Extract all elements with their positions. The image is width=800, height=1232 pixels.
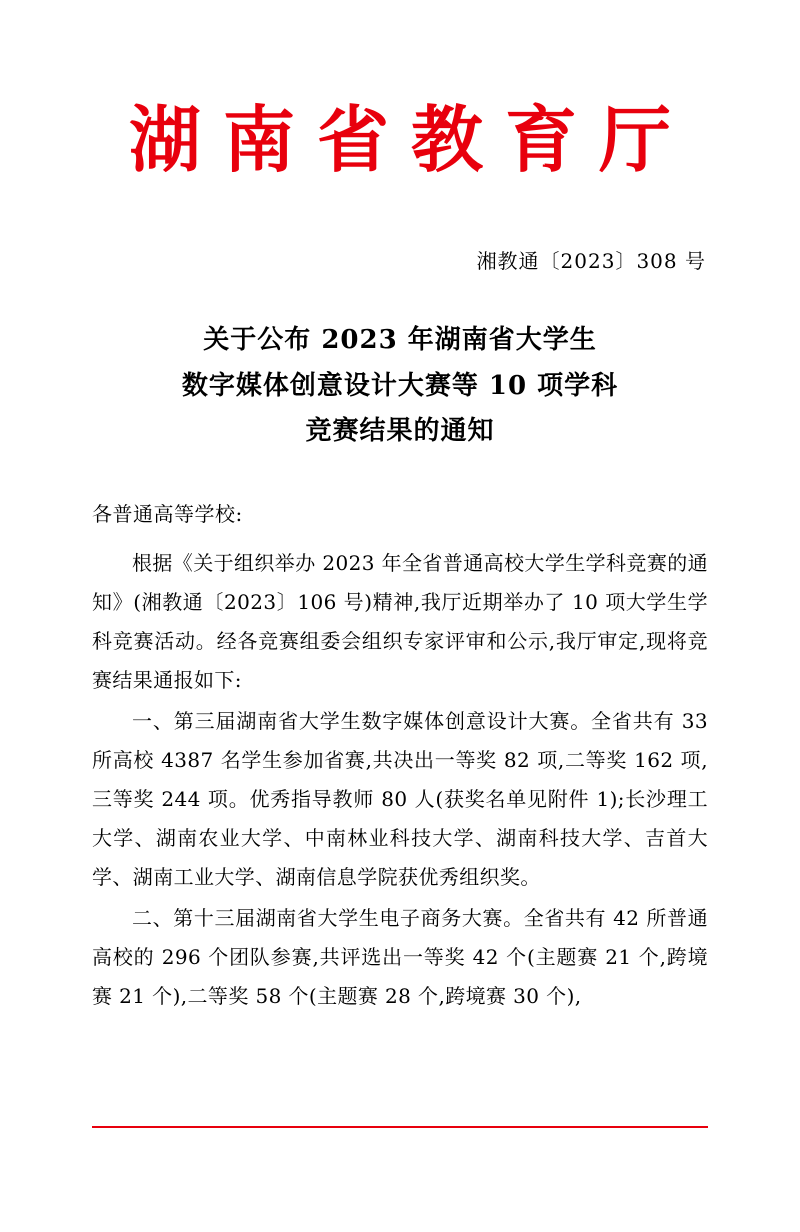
footer-divider — [92, 1126, 708, 1128]
document-body — [92, 544, 708, 1016]
body-paragraph-2: 一、第三届湖南省大学生数字媒体创意设计大赛。全省共有 33 所高校 4387 名学生参加省赛,共决出一等奖 82 项,二等奖 162 项,三等奖 244 项。优秀指导教师 80 人(获奖名单见附件 1);长沙理工大学、湖南农业大学、中南林业科技大学、湖南科技大学、吉首大学、湖南工业大学、湖南信息学院获优秀组织奖。 — [92, 708, 708, 889]
body-paragraph-3: 二、第十三届湖南省大学生电子商务大赛。全省共有 42 所普通高校的 296 个团队参赛,共评选出一等奖 42 个(主题赛 21 个,跨境赛 21 个),二等奖 58 个(主题赛 28 个,跨境赛 30 个), — [92, 905, 708, 1008]
document-page — [0, 97, 800, 1232]
document-number: 湘教通〔2023〕308 号 — [476, 249, 706, 274]
recipient-line: 各普通高等学校: — [92, 501, 243, 526]
page-title — [92, 318, 708, 455]
title-line-2: 数字媒体创意设计大赛等 10 项学科 — [181, 370, 619, 401]
title-line-1: 关于公布 2023 年湖南省大学生 — [203, 325, 597, 356]
body-paragraph-1: 根据《关于组织举办 2023 年全省普通高校大学生学科竞赛的通知》(湘教通〔2023〕106 号)精神,我厅近期举办了 10 项大学生学科竞赛活动。经各竞赛组委会组织专家评审和公示,我厅审定,现将竞赛结果通报如下: — [92, 550, 709, 692]
masthead-title: 湖南省教育厅 — [128, 97, 693, 182]
title-line-3: 竞赛结果的通知 — [305, 416, 495, 447]
